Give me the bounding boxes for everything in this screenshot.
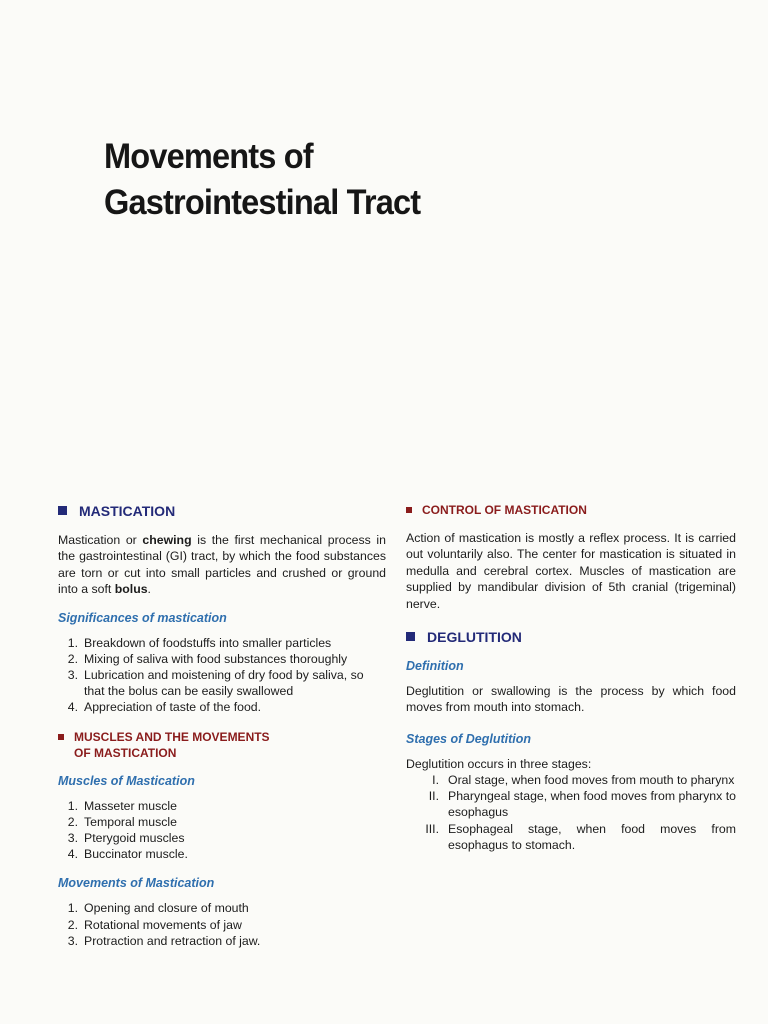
significances-heading: Significances of mastication (58, 610, 227, 625)
right-column (406, 502, 736, 866)
stages-list (406, 772, 736, 853)
list-item-text: Opening and closure of mouth (84, 901, 249, 916)
muscles-movements-heading-line-2: OF MASTICATION (74, 745, 177, 760)
list-item-number: 3. (67, 831, 78, 846)
page-title-line-2: Gastrointestinal Tract (104, 183, 421, 222)
list-item-number: 1. (67, 901, 78, 916)
list-item-number: 4. (67, 700, 78, 715)
list-item-number: II. (428, 789, 439, 804)
list-item-text: Rotational movements of jaw (84, 917, 242, 932)
list-item (58, 651, 386, 667)
stages-intro: Deglutition occurs in three stages: (406, 756, 592, 771)
list-item (58, 830, 386, 846)
mastication-heading (58, 502, 386, 520)
list-item-text: Buccinator muscle. (84, 847, 188, 862)
list-item-text: Pterygoid muscles (84, 831, 185, 846)
movements-list (58, 900, 386, 949)
square-bullet-icon (406, 632, 415, 641)
list-item-number: 4. (67, 847, 78, 862)
mastication-paragraph (58, 532, 386, 598)
list-item-text: Temporal muscle (84, 814, 177, 829)
mastication-heading-text: MASTICATION (79, 503, 176, 519)
list-item (58, 933, 386, 949)
list-item (58, 900, 386, 916)
control-paragraph: Action of mastication is mostly a reflex process. It is carried out voluntarily also. The center for mastication is situated in medulla and cerebral cortex. Muscles of mastication are supplied by mandibular division of 5th cranial (trigeminal) nerve. (406, 531, 736, 611)
list-item-text: Pharyngeal stage, when food moves from pharynx to esophagus (448, 789, 736, 820)
list-item-number: I. (432, 773, 439, 788)
definition-paragraph: Deglutition or swallowing is the process by which food moves from mouth into stomach. (406, 684, 736, 715)
list-item (58, 699, 386, 715)
significances-list (58, 635, 386, 716)
square-bullet-icon (58, 506, 67, 515)
list-item-number: III. (425, 821, 439, 836)
muscles-of-mastication-heading: Muscles of Mastication (58, 773, 195, 788)
list-item (406, 772, 736, 788)
square-bullet-icon (406, 507, 412, 513)
mastication-bold-chewing: chewing (142, 533, 192, 547)
muscles-movements-heading-line-1: MUSCLES AND THE MOVEMENTS (74, 729, 270, 744)
list-item-number: 3. (67, 933, 78, 948)
list-item-text: Mixing of saliva with food substances thoroughly (84, 651, 348, 666)
muscles-movements-heading (58, 729, 386, 761)
control-of-mastication-heading-text: CONTROL OF MASTICATION (422, 503, 587, 517)
list-item-number: 2. (67, 651, 78, 666)
movements-of-mastication-heading: Movements of Mastication (58, 876, 215, 891)
list-item (58, 798, 386, 814)
list-item-text: Esophageal stage, when food moves from esophagus to stomach. (448, 821, 736, 852)
list-item (58, 667, 386, 699)
mastication-bold-bolus: bolus (114, 582, 148, 597)
list-item-text: Lubrication and moistening of dry food by saliva, so that the bolus can be easily swallowed (84, 668, 364, 699)
mastication-text-3: . (147, 582, 151, 597)
list-item-text: Protraction and retraction of jaw. (84, 933, 261, 948)
stages-heading: Stages of Deglutition (406, 731, 531, 746)
control-of-mastication-heading (406, 502, 736, 518)
list-item-text: Oral stage, when food moves from mouth to pharynx (448, 773, 735, 788)
list-item-number: 3. (67, 668, 78, 683)
list-item (406, 788, 736, 820)
list-item (58, 917, 386, 933)
page-title-line-1: Movements of (104, 137, 313, 176)
list-item (406, 821, 736, 853)
square-bullet-icon (58, 734, 64, 740)
list-item (58, 635, 386, 651)
list-item-text: Appreciation of taste of the food. (84, 700, 262, 715)
muscles-list (58, 798, 386, 863)
deglutition-heading (406, 628, 736, 646)
list-item (58, 814, 386, 830)
list-item-number: 1. (67, 798, 78, 813)
definition-heading: Definition (406, 659, 464, 674)
left-column (58, 502, 386, 962)
list-item-number: 2. (67, 814, 78, 829)
mastication-text-1: Mastication or (58, 533, 143, 547)
list-item-text: Masseter muscle (84, 798, 177, 813)
page-title (104, 134, 420, 226)
list-item-number: 1. (67, 635, 78, 650)
mastication-text-2: is the first mechanical process in the gastrointestinal (GI) tract, by which the food substances are torn or cut into small particles and crushed or ground into a soft (58, 533, 386, 597)
list-item (58, 846, 386, 862)
deglutition-heading-text: DEGLUTITION (427, 629, 522, 646)
list-item-number: 2. (67, 917, 78, 932)
list-item-text: Breakdown of foodstuffs into smaller particles (84, 635, 332, 650)
